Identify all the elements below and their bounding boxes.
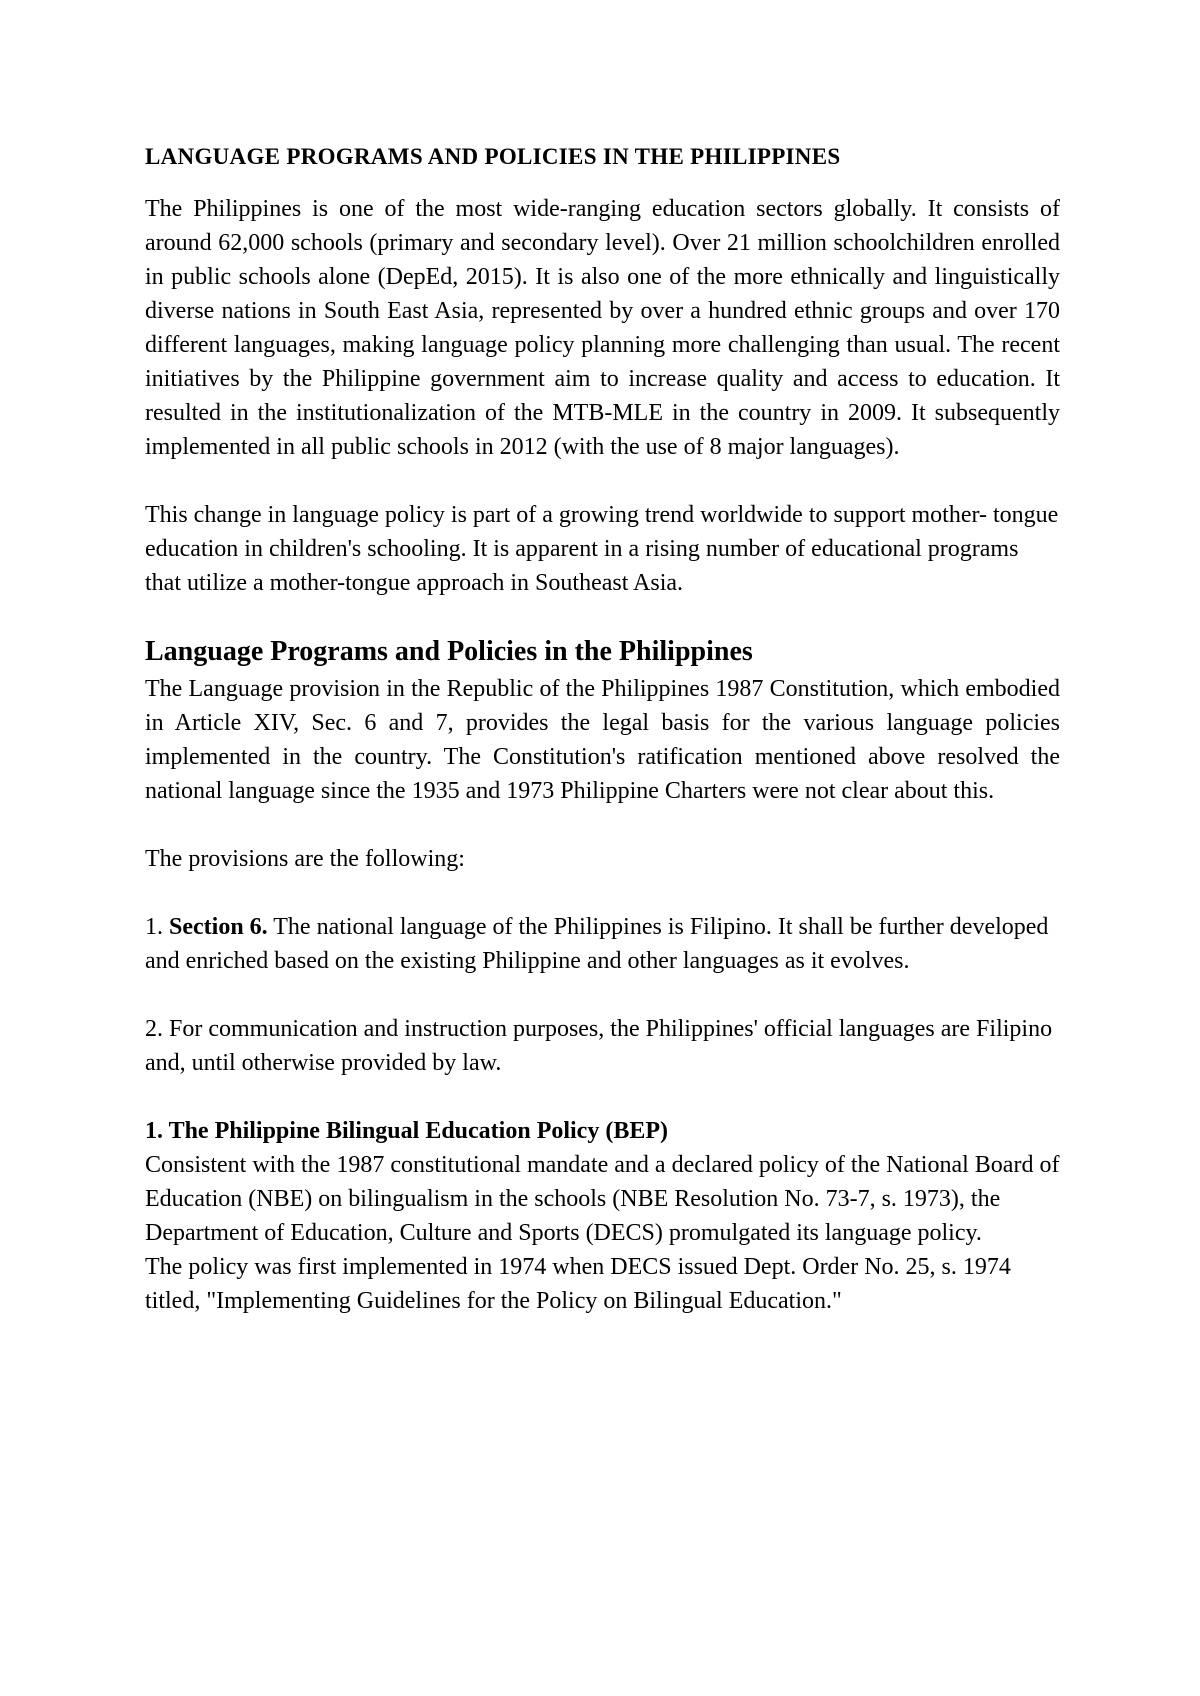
- provisions-intro: The provisions are the following:: [145, 846, 465, 872]
- bep-paragraph-1: Consistent with the 1987 constitutional mandate and a declared policy of the National Board of Education (NBE) on bilingualism in the schools (NBE Resolution No. 73-7, s. 1973), the Department of Education, Culture and Sports (DECS) promulgated its language policy.: [145, 1152, 1060, 1246]
- provision-2: 2. For communication and instruction purposes, the Philippines' official languages are Filipino and, until otherwise provided by law.: [145, 1016, 1053, 1076]
- intro-paragraph: The Philippines is one of the most wide-ranging education sectors globally. It consists of around 62,000 schools (primary and secondary level). Over 21 million schoolchildren enrolled in public schools alone (DepEd, 2015). It is also one of the more ethnically and linguistically diverse nations in South East Asia, represented by over a hundred ethnic groups and over 170 different languages, making language policy planning more challenging than usual. The recent initiatives by the Philippine government aim to increase quality and access to education. It resulted in the institutionalization of the MTB-MLE in the country in 2009. It subsequently implemented in all public schools in 2012 (with the use of 8 major languages).: [145, 196, 1060, 460]
- provision-1-number: 1.: [145, 914, 163, 940]
- provision-1-text: The national language of the Philippines is Filipino. It shall be further developed and enriched based on the existing Philippine and other languages as it evolves.: [145, 914, 1049, 974]
- document-page: [145, 140, 1060, 1318]
- trend-paragraph: This change in language policy is part of a growing trend worldwide to support mother- tongue education in children's schooling. It is apparent in a rising number of educational programs that utilize a mother-tongue approach in Southeast Asia.: [145, 502, 1059, 596]
- bep-heading: 1. The Philippine Bilingual Education Policy (BEP): [145, 1118, 668, 1144]
- bep-paragraph-2: The policy was first implemented in 1974 when DECS issued Dept. Order No. 25, s. 1974 titled, "Implementing Guidelines for the Policy on Bilingual Education.": [145, 1254, 1011, 1314]
- section-heading: Language Programs and Policies in the Philippines: [145, 636, 753, 667]
- document-title: LANGUAGE PROGRAMS AND POLICIES IN THE PHILIPPINES: [145, 144, 841, 169]
- provision-1: [145, 910, 1060, 978]
- provision-1-label: Section 6.: [169, 914, 268, 940]
- constitution-paragraph: The Language provision in the Republic of the Philippines 1987 Constitution, which embodied in Article XIV, Sec. 6 and 7, provides the legal basis for the various language policies implemented in the country. The Constitution's ratification mentioned above resolved the national language since the 1935 and 1973 Philippine Charters were not clear about this.: [145, 676, 1060, 804]
